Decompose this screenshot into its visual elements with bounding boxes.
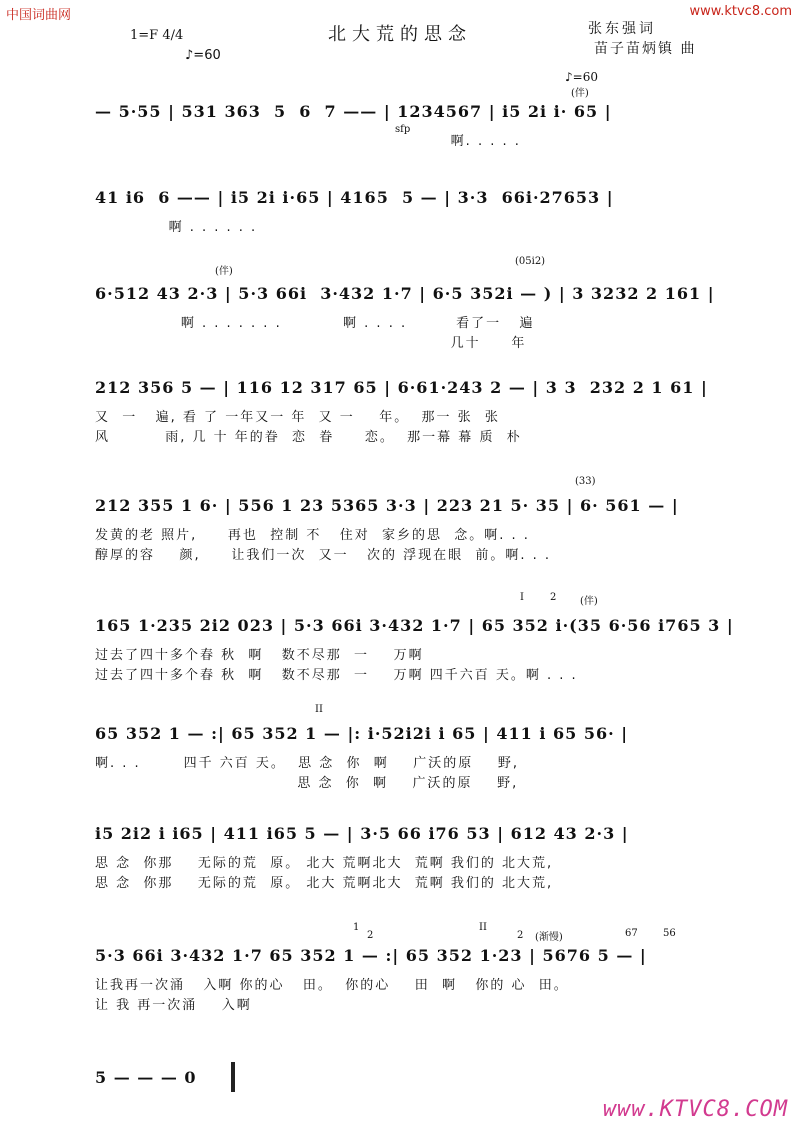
lyric-row-6-line-2: 过去了四十多个春 秋 啊 数不尽那 一 万啊 四千六百 天。啊 . . . — [95, 668, 578, 683]
notes-row-10: 5 — — — 0 — [95, 1068, 197, 1087]
tempo-marking: ♪=60 — [185, 48, 221, 63]
lyric-row-7-line-1: 啊. . . 四千 六百 天。 思 念 你 啊 广沃的原 野, — [95, 756, 519, 771]
staff-row-5 — [95, 476, 725, 570]
watermark-bottom: www.KTVC8.COM — [602, 1097, 788, 1122]
watermark-right: www.ktvc8.com — [689, 4, 792, 19]
accompaniment-mark: (伴) — [571, 88, 589, 99]
volta-1: I — [520, 592, 524, 603]
volta-1-mark: 1 — [353, 922, 360, 933]
lyric-row-8-line-2: 思 念 你那 无际的荒 原。 北大 荒啊北大 荒啊 我们的 北大荒, — [95, 876, 554, 891]
lyric-row-7-line-2: 思 念 你 啊 广沃的原 野, — [95, 776, 519, 791]
key-signature: 1=F 4/4 — [130, 28, 184, 43]
notes-row-8: i5 2i2 i i65 | 411 i65 5 — | 3·5 66 i76 53 | 612 43 2·3 | — [95, 824, 629, 843]
song-title: 北大荒的思念 — [328, 24, 472, 45]
volta-sub-mark: 2 — [367, 930, 374, 941]
notes-row-6: 165 1·235 2i2 023 | 5·3 66i 3·432 1·7 | 65 352 i·(35 6·56 i765 3 | — [95, 616, 734, 635]
lyric-row-9-line-1: 让我再一次涌 入啊 你的心 田。 你的心 田 啊 你的 心 田。 — [95, 978, 569, 993]
lyric-row-4-line-1: 又 一 遍, 看 了 一年又一 年 又 一 年。 那一 张 张 — [95, 410, 500, 425]
staff-row-9 — [95, 922, 725, 1020]
staff-row-7 — [95, 704, 725, 798]
staff-row-10 — [95, 1062, 725, 1102]
lyric-row-5-line-1: 发黄的老 照片, 再也 控制 不 住对 家乡的思 念。啊. . . — [95, 528, 530, 543]
lyric-row-5-line-2: 醇厚的容 颜, 让我们一次 又一 次的 浮现在眼 前。啊. . . — [95, 548, 552, 563]
staff-row-4 — [95, 372, 725, 452]
volta-sub-mark: 2 — [517, 930, 524, 941]
accompaniment-mark: (伴) — [580, 596, 598, 607]
ritardando-mark: (渐慢) — [535, 932, 563, 943]
volta-2-mark: II — [479, 922, 487, 933]
staff-row-6 — [95, 592, 734, 690]
composer-credit: 苗子苗炳镇 曲 — [594, 41, 697, 57]
watermark-left: 中国词曲网 — [6, 8, 72, 23]
lyric-row-6-line-1: 过去了四十多个春 秋 啊 数不尽那 一 万啊 — [95, 648, 424, 663]
lyric-row-8-line-1: 思 念 你那 无际的荒 原。 北大 荒啊北大 荒啊 我们的 北大荒, — [95, 856, 554, 871]
final-barline — [231, 1062, 235, 1092]
lyric-row-4-line-2: 风 雨, 几 十 年的眷 恋 眷 恋。 那一幕 幕 质 朴 — [95, 430, 522, 445]
notes-row-5: 212 355 1 6· | 556 1 23 5365 3·3 | 223 21 5· 35 | 6· 561 — | — [95, 496, 679, 515]
notes-row-3: 6·512 43 2·3 | 5·3 66i 3·432 1·7 | 6·5 352i — ) | 3 3232 2 161 | — [95, 284, 715, 303]
pickup-notes: (05i2) — [515, 256, 546, 267]
notes-row-7: 65 352 1 — :| 65 352 1 — |: i·52i2i i 65 | 411 i 65 56· | — [95, 724, 629, 743]
staff-row-3 — [95, 256, 725, 358]
lyric-row-2-line-1: 啊 . . . . . . — [95, 220, 258, 235]
staff-row-2 — [95, 182, 725, 252]
tempo-change: ♪=60 — [565, 70, 598, 84]
lyric-row-3-line-1: 啊 . . . . . . . 啊 . . . . 看了一 遍 — [95, 316, 535, 331]
notes-row-9: 5·3 66i 3·432 1·7 65 352 1 — :| 65 352 1·23 | 5676 5 — | — [95, 946, 647, 965]
lyric-row-1-line-1: 啊. . . . . — [95, 134, 521, 149]
notes-row-4: 212 356 5 — | 116 12 317 65 | 6·61·243 2 — | 3 3 232 2 1 61 | — [95, 378, 708, 397]
dynamic-mark: sfp — [395, 124, 411, 135]
grace-notes: 67 — [625, 928, 638, 939]
pickup-notes: (33) — [575, 476, 596, 487]
staff-row-1 — [95, 70, 725, 166]
volta-2: 2 — [550, 592, 557, 603]
volta-2-mark: II — [315, 704, 323, 715]
lyric-row-9-line-2: 让 我 再一次涌 入啊 — [95, 998, 252, 1013]
accompaniment-mark: (伴) — [215, 266, 233, 277]
lyricist-credit: 张东强词 — [588, 21, 656, 37]
lyric-row-3-line-2: 几十 年 — [95, 336, 527, 351]
staff-row-8 — [95, 818, 725, 898]
notes-row-2: 41 i6 6 —— | i5 2i i·65 | 4165 5 — | 3·3 66i·27653 | — [95, 188, 614, 207]
notes-row-1: — 5·55 | 531 363 5 6 7 —— | 1234567 | i5 2i i· 65 | — [95, 102, 612, 121]
grace-notes: 56 — [663, 928, 676, 939]
